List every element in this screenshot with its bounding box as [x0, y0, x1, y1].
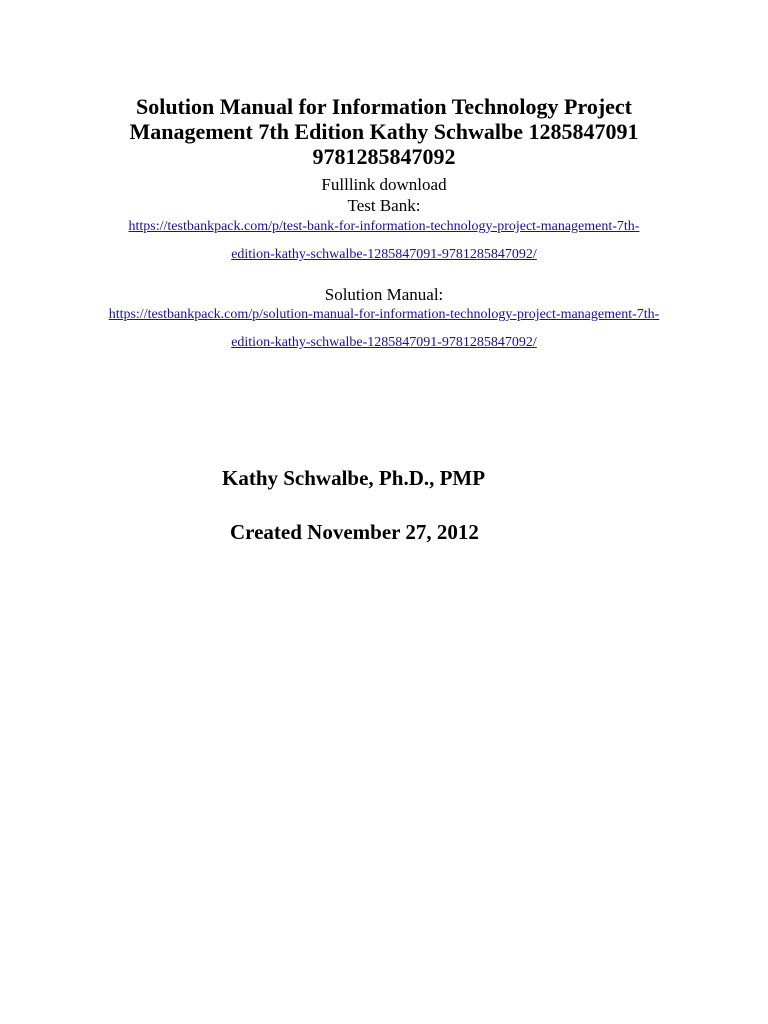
title-line-3: 9781285847092	[312, 144, 456, 169]
solution-manual-link-line-2: edition-kathy-schwalbe-1285847091-9781285847092/	[231, 335, 537, 350]
fulllink-label: Fulllink download	[321, 175, 447, 194]
test-bank-link[interactable]	[0, 218, 768, 264]
document-title	[0, 94, 768, 169]
test-bank-label: Test Bank:	[347, 196, 421, 215]
solution-manual-link[interactable]	[0, 306, 768, 352]
title-line-2: Management 7th Edition Kathy Schwalbe 1285847091	[129, 119, 639, 144]
test-bank-link-line-2: edition-kathy-schwalbe-1285847091-9781285847092/	[231, 247, 537, 262]
created-date: Created November 27, 2012	[230, 520, 479, 544]
test-bank-link-line-1: https://testbankpack.com/p/test-bank-for-information-technology-project-management-7th-	[128, 219, 640, 234]
solution-manual-link-line-1: https://testbankpack.com/p/solution-manual-for-information-technology-project-management-7th-	[108, 307, 660, 322]
author-name: Kathy Schwalbe, Ph.D., PMP	[222, 466, 486, 490]
title-line-1: Solution Manual for Information Technology Project	[135, 94, 633, 119]
solution-manual-label: Solution Manual:	[324, 285, 444, 304]
